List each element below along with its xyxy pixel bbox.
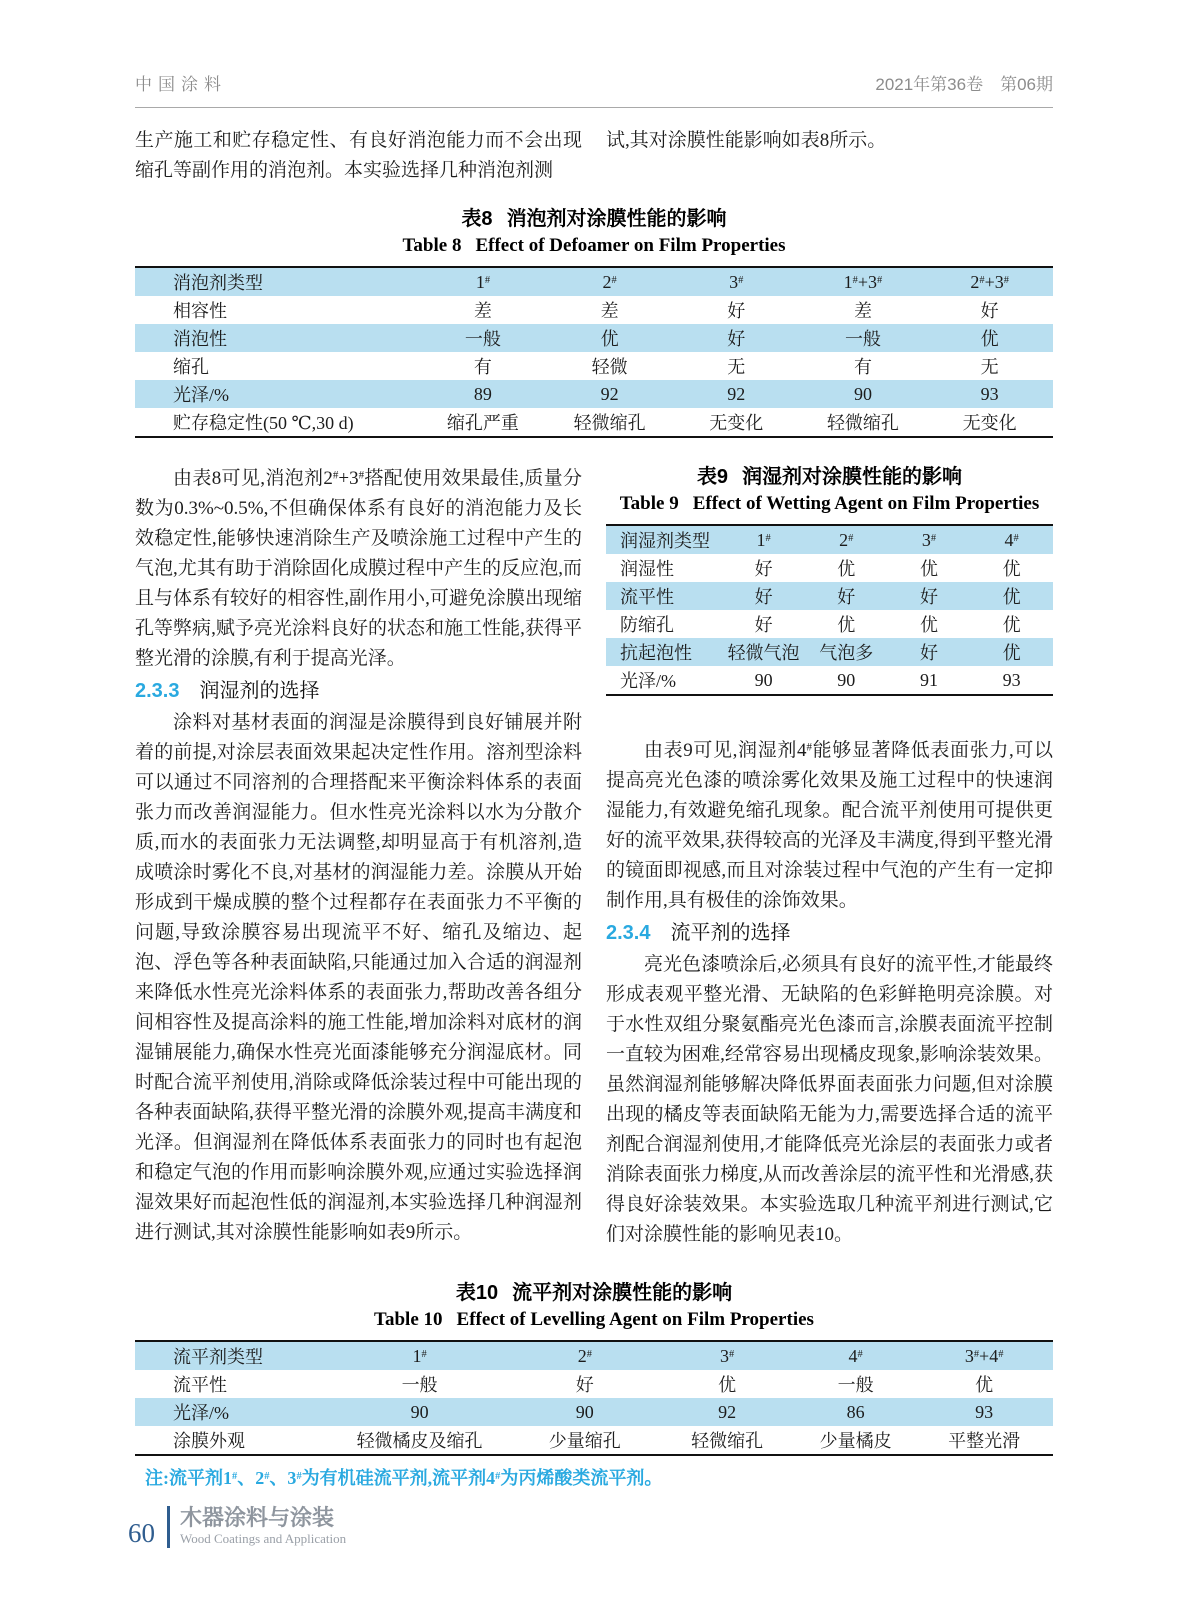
table10-label-cn: 表10 <box>455 1282 499 1304</box>
table8-label-cn: 表8 <box>461 208 493 230</box>
table9-caption-cn <box>606 464 1053 490</box>
table-header-row <box>606 525 1053 554</box>
table-cell: 好 <box>754 615 773 635</box>
table-cell: 一般 <box>844 329 881 349</box>
column-header: 润湿剂类型 <box>620 531 710 551</box>
table-row <box>135 1426 1053 1455</box>
table-cell: 差 <box>600 301 619 321</box>
section-title: 润湿剂的选择 <box>199 680 320 702</box>
table-row <box>135 1398 1053 1426</box>
table9-caption-en <box>606 490 1053 518</box>
row-label: 光泽/% <box>620 671 676 691</box>
table-cell: 有 <box>853 357 872 377</box>
table8-caption-cn <box>135 206 1053 232</box>
table9-title-en: Effect of Wetting Agent on Film Properties <box>692 493 1040 514</box>
table10-caption-en <box>135 1306 1053 1334</box>
table-cell: 优 <box>1002 615 1021 635</box>
table-cell: 92 <box>600 383 619 404</box>
table9-label-en: Table 9 <box>619 493 679 514</box>
table-cell: 92 <box>718 1401 737 1422</box>
table-row <box>135 296 1053 324</box>
journal-name: 中国涂料 <box>135 75 227 94</box>
table9-caption <box>606 464 1053 518</box>
table-cell: 93 <box>975 1401 994 1422</box>
table8-caption-en <box>135 232 1053 260</box>
column-header: 4# <box>1004 529 1019 550</box>
table-row <box>135 408 1053 437</box>
table-cell: 优 <box>980 329 999 349</box>
intro-left-paragraph: 生产施工和贮存稳定性、有良好消泡能力而不会出现缩孔等副作用的消泡剂。本实验选择几种消泡剂测 <box>135 130 582 181</box>
left-column <box>135 464 582 1250</box>
table-cell: 好 <box>727 301 746 321</box>
page-footer <box>128 1506 346 1548</box>
row-label: 防缩孔 <box>620 615 674 635</box>
table8-caption <box>135 206 1053 260</box>
table-cell: 少量缩孔 <box>548 1431 621 1451</box>
section-number: 2.3.3 <box>135 680 180 702</box>
row-label: 流平性 <box>173 1375 227 1395</box>
row-label: 润湿性 <box>620 559 674 579</box>
table10-title-en: Effect of Levelling Agent on Film Properties <box>456 1309 814 1330</box>
row-label: 光泽/% <box>173 1403 229 1423</box>
table10-note: 注:流平剂1#、2#、3#为有机硅流平剂,流平剂4#为丙烯酸类流平剂。 <box>145 1468 663 1488</box>
table-cell: 好 <box>837 587 856 607</box>
levelling-agent-table <box>135 1340 1053 1456</box>
table-cell: 93 <box>980 383 999 404</box>
table-row <box>606 638 1053 666</box>
table-cell: 90 <box>410 1401 429 1422</box>
table-cell: 一般 <box>401 1375 438 1395</box>
intro-right-paragraph: 试,其对涂膜性能影响如表8所示。 <box>606 130 887 151</box>
table-cell: 优 <box>837 615 856 635</box>
table-cell: 优 <box>975 1375 994 1395</box>
table-cell: 少量橘皮 <box>819 1431 892 1451</box>
table10-section <box>135 1280 1053 1491</box>
section-heading-2-3-3 <box>135 675 582 707</box>
table8-section <box>135 206 1053 438</box>
body-columns <box>135 464 1053 1250</box>
column-header: 2# <box>577 1345 592 1366</box>
table-cell: 优 <box>1002 559 1021 579</box>
row-label: 流平性 <box>620 587 674 607</box>
table-cell: 好 <box>575 1375 594 1395</box>
table-cell: 优 <box>919 615 938 635</box>
table-cell: 优 <box>919 559 938 579</box>
column-header: 2# <box>839 529 854 550</box>
table-cell: 好 <box>919 643 938 663</box>
table-row <box>606 610 1053 638</box>
table-cell: 无 <box>980 357 999 377</box>
table-cell: 轻微缩孔 <box>691 1431 764 1451</box>
paragraph-wetting-agent: 涂料对基材表面的润湿是涂膜得到良好铺展并附着的前提,对涂层表面效果起决定性作用。溶剂型涂料可以通过不同溶剂的合理搭配来平衡涂料体系的表面张力而改善润湿能力。但水性亮光涂料以水为分散介质,而水的表面张力无法调整,却明显高于有机溶剂,造成喷涂时雾化不良,对基材的润湿能力差。涂膜从开始形成到干燥成膜的整个过程都存在表面张力不平衡的问题,导致涂膜容易出现流平不好、缩孔及缩边、起泡、浮色等各种表面缺陷,只能通过加入合适的润湿剂来降低水性亮光涂料体系的表面张力,帮助改善各组分间相容性及提高涂料的施工性能,增加涂料对底材的润湿铺展能力,确保水性亮光面漆能够充分润湿底材。同时配合流平剂使用,消除或降低涂装过程中可能出现的各种表面缺陷,获得平整光滑的涂膜外观,提高丰满度和光泽。但润湿剂在降低体系表面张力的同时也有起泡和稳定气泡的作用而影响涂膜外观,应通过实验选择润湿效果好而起泡性低的润湿剂,本实验选择几种润湿剂进行测试,其对涂膜性能影响如表9所示。 <box>135 712 582 1243</box>
table-cell: 轻微 <box>591 357 628 377</box>
footer-journal-block <box>180 1506 346 1548</box>
table10-label-en: Table 10 <box>374 1309 443 1330</box>
column-header: 消泡剂类型 <box>173 273 263 293</box>
table-cell: 93 <box>1002 669 1021 690</box>
column-header: 1# <box>475 271 491 292</box>
row-label: 相容性 <box>173 301 227 321</box>
paragraph-after-table9: 由表9可见,润湿剂4#能够显著降低表面张力,可以提高亮光色漆的喷涂雾化效果及施工过程中的快速润湿能力,有效避免缩孔现象。配合流平剂使用可提供更好的流平效果,获得较高的光泽及丰满度,得到平整光滑的镜面即视感,而且对涂装过程中气泡的产生有一定抑制作用,具有极佳的涂饰效果。 <box>606 740 1053 911</box>
table-row <box>606 666 1053 695</box>
table-cell: 差 <box>853 301 872 321</box>
table-row <box>606 554 1053 582</box>
table-cell: 轻微缩孔 <box>826 413 899 433</box>
table-cell: 92 <box>727 383 746 404</box>
footer-journal-cn: 木器涂料与涂装 <box>180 1505 335 1530</box>
row-label: 消泡性 <box>173 329 227 349</box>
table-cell: 缩孔严重 <box>446 413 519 433</box>
table9-title-cn: 润湿剂对涂膜性能的影响 <box>742 466 963 488</box>
table-cell: 优 <box>600 329 619 349</box>
row-label: 抗起泡性 <box>620 643 692 663</box>
table10-caption-cn <box>135 1280 1053 1306</box>
column-header: 流平剂类型 <box>173 1347 263 1367</box>
row-label: 缩孔 <box>173 357 209 377</box>
issue-info: 2021年第36卷 第06期 <box>875 75 1053 94</box>
column-header: 1# <box>412 1345 427 1366</box>
table-cell: 无变化 <box>962 413 1017 433</box>
table-cell: 90 <box>754 669 773 690</box>
column-header: 2#+3# <box>970 271 1009 292</box>
table-cell: 好 <box>727 329 746 349</box>
column-header: 2# <box>602 271 617 292</box>
running-head <box>135 70 1053 108</box>
table-cell: 一般 <box>464 329 501 349</box>
table-row <box>606 582 1053 610</box>
column-header: 3# <box>729 271 744 292</box>
table8-label-en: Table 8 <box>402 235 462 256</box>
table-cell: 91 <box>919 669 938 690</box>
table-row <box>135 324 1053 352</box>
footer-journal-en: Wood Coatings and Application <box>180 1531 347 1546</box>
wetting-agent-table <box>606 524 1053 696</box>
column-header: 3# <box>921 529 937 550</box>
table-row <box>135 1370 1053 1398</box>
table-cell: 90 <box>853 383 872 404</box>
table-cell: 平整光滑 <box>948 1431 1021 1451</box>
column-header: 3# <box>719 1345 735 1366</box>
table-cell: 好 <box>754 559 773 579</box>
column-header: 1# <box>756 529 771 550</box>
table9-section <box>606 464 1053 696</box>
table10-title-cn: 流平剂对涂膜性能的影响 <box>512 1282 733 1304</box>
table-cell: 86 <box>846 1401 865 1422</box>
table-cell: 优 <box>1002 643 1021 663</box>
section-title: 流平剂的选择 <box>670 922 791 944</box>
table-cell: 优 <box>837 559 856 579</box>
page-number: 60 <box>128 1518 155 1548</box>
table-cell: 优 <box>1002 587 1021 607</box>
table9-label-cn: 表9 <box>696 466 729 488</box>
table-cell: 90 <box>575 1401 594 1422</box>
table-cell: 气泡多 <box>819 643 874 663</box>
table-cell: 轻微橘皮及缩孔 <box>356 1431 483 1451</box>
row-label: 贮存稳定性(50 ℃,30 d) <box>173 413 354 433</box>
column-header: 4# <box>848 1345 863 1366</box>
table8-title-en: Effect of Defoamer on Film Properties <box>475 235 786 256</box>
table-row <box>135 380 1053 408</box>
table-cell: 优 <box>718 1375 737 1395</box>
table-cell: 好 <box>754 587 773 607</box>
table-cell: 差 <box>473 301 492 321</box>
table-cell: 好 <box>919 587 938 607</box>
row-label: 涂膜外观 <box>173 1431 245 1451</box>
table-cell: 轻微气泡 <box>727 643 800 663</box>
section-number: 2.3.4 <box>606 922 651 944</box>
table-header-row <box>135 267 1053 296</box>
table-cell: 轻微缩孔 <box>573 413 646 433</box>
section-heading-2-3-4 <box>606 917 1053 949</box>
column-header: 1#+3# <box>843 271 883 292</box>
defoamer-table <box>135 266 1053 438</box>
table-header-row <box>135 1341 1053 1370</box>
table-row <box>135 352 1053 380</box>
paragraph-after-table8: 由表8可见,消泡剂2#+3#搭配使用效果最佳,质量分数为0.3%~0.5%,不但确保体系有良好的消泡能力及长效稳定性,能够快速消除生产及喷涂施工过程中产生的气泡,尤其有助于消除固化成膜过程中产生的反应泡,而且与体系有较好的相容性,副作用小,可避免涂膜出现缩孔等弊病,赋予亮光涂料良好的状态和施工性能,获得平整光滑的涂膜,有利于提高光泽。 <box>135 468 582 669</box>
right-column <box>606 464 1053 1250</box>
row-label: 光泽/% <box>173 385 229 405</box>
table10-caption <box>135 1280 1053 1334</box>
intro-columns <box>135 126 1053 186</box>
table-cell: 89 <box>473 383 492 404</box>
table-cell: 有 <box>473 357 492 377</box>
table-cell: 一般 <box>837 1375 874 1395</box>
footer-divider <box>167 1506 170 1548</box>
paragraph-levelling-agent: 亮光色漆喷涂后,必须具有良好的流平性,才能最终形成表观平整光滑、无缺陷的色彩鲜艳明亮涂膜。对于水性双组分聚氨酯亮光色漆而言,涂膜表面流平控制一直较为困难,经常容易出现橘皮现象,影响涂装效果。虽然润湿剂能够解决降低界面表面张力问题,但对涂膜出现的橘皮等表面缺陷无能为力,需要选择合适的流平剂配合润湿剂使用,才能降低亮光涂层的表面张力或者消除表面张力梯度,从而改善涂层的流平性和光滑感,获得良好涂装效果。本实验选取几种流平剂进行测试,它们对涂膜性能的影响见表10。 <box>606 954 1053 1245</box>
table-cell: 无变化 <box>709 413 764 433</box>
column-header: 3#+4# <box>964 1345 1004 1366</box>
table-cell: 90 <box>837 669 856 690</box>
table8-title-cn: 消泡剂对涂膜性能的影响 <box>506 208 727 230</box>
table-cell: 好 <box>980 301 999 321</box>
table-cell: 无 <box>727 357 746 377</box>
